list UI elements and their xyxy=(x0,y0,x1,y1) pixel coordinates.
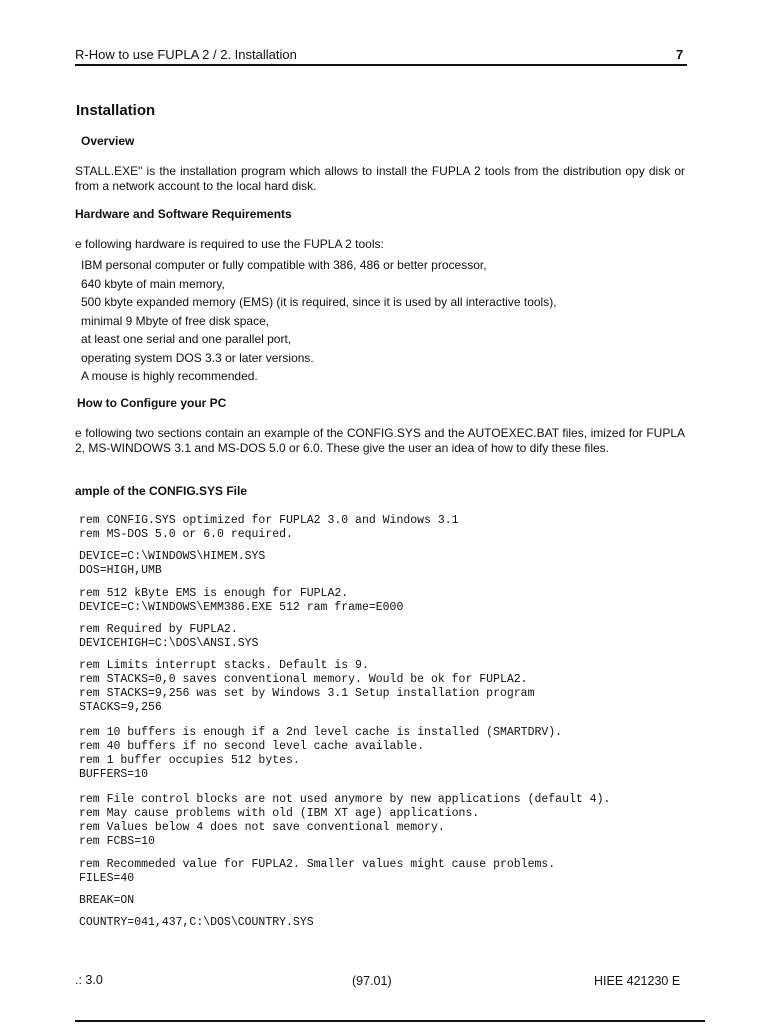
list-item: minimal 9 Mbyte of free disk space, xyxy=(81,313,270,328)
footer-divider xyxy=(75,1020,705,1022)
overview-paragraph: STALL.EXE" is the installation program which allows to install the FUPLA 2 tools from the distribution opy disk or from a network account to the local hard disk. xyxy=(75,164,685,193)
config-example-heading: ample of the CONFIG.SYS File xyxy=(75,484,248,498)
list-item: IBM personal computer or fully compatible with 386, 486 or better processor, xyxy=(81,258,487,272)
code-block: rem 10 buffers is enough if a 2nd level cache is installed (SMARTDRV). rem 40 buffers if no second level cache available. rem 1 buffer occupies 512 bytes. BUFFERS=10 xyxy=(79,726,563,781)
section-title: Installation xyxy=(76,102,156,119)
list-item: operating system DOS 3.3 or later versions. xyxy=(81,350,314,365)
requirements-list xyxy=(81,256,557,386)
code-block: rem Required by FUPLA2. DEVICEHIGH=C:\DOS\ANSI.SYS xyxy=(79,623,259,650)
code-block: COUNTRY=041,437,C:\DOS\COUNTRY.SYS xyxy=(79,916,314,929)
code-block: rem File control blocks are not used anymore by new applications (default 4). rem May cause problems with old (IBM XT age) applications. rem Values below 4 does not save conventional memory. rem FCBS=10 xyxy=(79,793,611,848)
overview-heading: Overview xyxy=(81,134,135,148)
footer-date: (97.01) xyxy=(352,974,392,988)
list-item: 640 kbyte of main memory, xyxy=(81,276,225,291)
code-block: rem 512 kByte EMS is enough for FUPLA2. DEVICE=C:\WINDOWS\EMM386.EXE 512 ram frame=E000 xyxy=(79,587,404,614)
header-divider xyxy=(75,64,687,66)
list-item: at least one serial and one parallel port, xyxy=(81,332,292,346)
configure-heading: How to Configure your PC xyxy=(77,396,227,410)
code-block: rem Recommeded value for FUPLA2. Smaller values might cause problems. FILES=40 xyxy=(79,858,556,885)
code-block: DEVICE=C:\WINDOWS\HIMEM.SYS DOS=HIGH,UMB xyxy=(79,550,266,577)
code-block: rem CONFIG.SYS optimized for FUPLA2 3.0 and Windows 3.1 rem MS-DOS 5.0 or 6.0 required. xyxy=(79,514,459,541)
list-item: A mouse is highly recommended. xyxy=(81,369,258,383)
code-block: BREAK=ON xyxy=(79,894,135,907)
list-item: 500 kbyte expanded memory (EMS) (it is required, since it is used by all interactive tools), xyxy=(81,295,557,309)
code-block: rem Limits interrupt stacks. Default is 9. rem STACKS=0,0 saves conventional memory. Would be ok for FUPLA2. rem STACKS=9,256 was set by Windows 3.1 Setup installation program STACKS=9,256 xyxy=(79,659,535,714)
page-number: 7 xyxy=(676,47,684,62)
running-header: R-How to use FUPLA 2 / 2. Installation xyxy=(75,47,297,62)
footer-document-id: HIEE 421230 E xyxy=(594,974,681,988)
configure-paragraph: e following two sections contain an example of the CONFIG.SYS and the AUTOEXEC.BAT files, imized for FUPLA 2, MS-WINDOWS 3.1 and MS-DOS 5.0 or 6.0. These give the user an idea of how to dify these files. xyxy=(75,426,685,455)
requirements-intro: e following hardware is required to use the FUPLA 2 tools: xyxy=(75,237,384,251)
requirements-heading: Hardware and Software Requirements xyxy=(75,207,292,221)
footer-version: .: 3.0 xyxy=(75,973,103,987)
